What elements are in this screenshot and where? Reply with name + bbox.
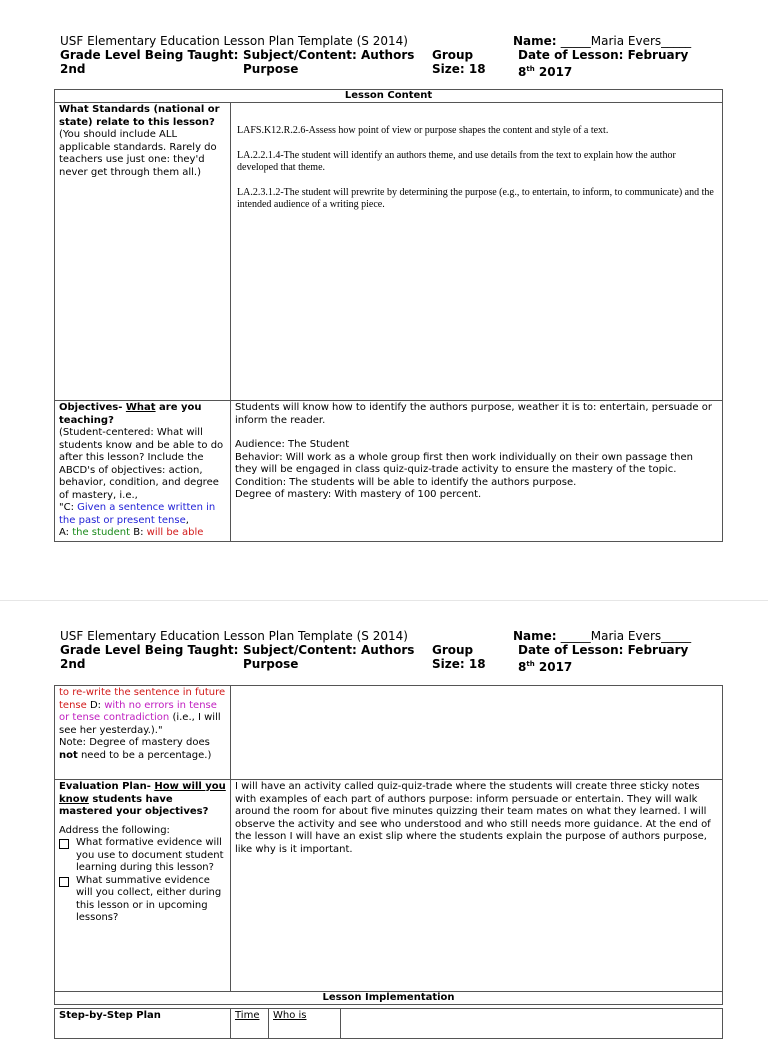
checkbox-icon xyxy=(59,839,69,849)
group-label: Group xyxy=(432,48,474,62)
objectives-answer xyxy=(231,401,723,542)
standard-item: LA.2.3.1.2-The student will prewrite by determining the purpose (e.g., to entertain, to inform, to communicate) and the intended audience of a writing piece. xyxy=(237,186,714,210)
group-label: Group xyxy=(432,643,474,657)
implementation-heading: Lesson Implementation xyxy=(55,992,723,1005)
subject-value: Purpose xyxy=(243,657,299,671)
objectives-continued: to re-write the sentence in future tense D: with no errors in tense or tense contradiction (i.e., I will see her yesterday.)." Note: Degree of mastery does not need to be a percentage.) xyxy=(55,686,231,780)
subject-label: Subject/Content: Authors xyxy=(243,48,415,62)
evaluation-prompt: Evaluation Plan- How will you know students have mastered your objectives? Address the following: What formative evidence will you use to document student learning during this lesson? What summative evidence will you collect, either during this lesson or in upcoming lessons? xyxy=(55,780,231,992)
evaluation-table xyxy=(54,685,723,1005)
objectives-audience: Audience: The Student xyxy=(235,439,350,450)
name-value: _____Maria Evers_____ xyxy=(560,629,692,643)
subject-label: Subject/Content: Authors xyxy=(243,643,415,657)
grade-label: Grade Level Being Taught: xyxy=(60,643,239,657)
date-label: Date of Lesson: February xyxy=(518,643,689,657)
objectives-degree: Degree of mastery: With mastery of 100 percent. xyxy=(235,489,482,500)
standards-list xyxy=(231,103,723,401)
step-by-step-label: Step-by-Step Plan xyxy=(55,1009,231,1039)
checklist-item: What formative evidence will you use to document student learning during this lesson? xyxy=(59,837,226,875)
group-size: Size: 18 xyxy=(432,657,486,671)
who-label: Who is xyxy=(269,1009,341,1039)
grade-value: 2nd xyxy=(60,62,86,76)
teacher-name xyxy=(513,629,691,643)
objectives-prompt: Objectives- What are you teaching? (Student-centered: What will students know and be able to do after this lesson? Include the ABCD's of objectives: action, behavior, condition, and degree of mastery, i.e., "C: Given a sentence written in the past or present tense, A: the student B: will be able xyxy=(55,401,231,542)
template-title: USF Elementary Education Lesson Plan Template (S 2014) xyxy=(60,629,408,643)
objectives-condition: Condition: The students will be able to identify the authors purpose. xyxy=(235,476,577,488)
name-value: _____Maria Evers_____ xyxy=(560,34,692,48)
condition-example: Given a sentence written in the past or present tense xyxy=(59,502,216,526)
group-size: Size: 18 xyxy=(432,62,486,76)
objectives-note: (Student-centered: What will students know and be able to do after this lesson? Include the ABCD's of objectives: action, behavior, condition, and degree of mastery, i.e., xyxy=(59,427,224,501)
objectives-label: Objectives- What are you teaching? xyxy=(59,402,202,426)
time-label: Time xyxy=(231,1009,269,1039)
name-label: Name: xyxy=(513,34,557,48)
objectives-behavior: Behavior: Will work as a whole group first then work individually on their own passage then they will be engaged in class quiz-quiz-trade activity to ensure the mastery of the topic. xyxy=(235,451,693,475)
standard-item: LAFS.K12.R.2.6-Assess how point of view or purpose shapes the content and style of a text. xyxy=(237,125,609,136)
audience-example: the student xyxy=(72,527,131,538)
lesson-content-table xyxy=(54,89,723,542)
evaluation-answer: I will have an activity called quiz-quiz-trade where the students will create three sticky notes with examples of each part of authors purpose: inform persuade or entertain. They will walk around the room for about five minutes quizzing their team mates on what they learned. I will observe the activity and see who understood and who still needs more guidance. At the end of the lesson I will have an exist slip where the students explain the purpose of authors purpose, like why is it important. xyxy=(231,780,723,992)
standards-prompt xyxy=(55,103,231,401)
teacher-name xyxy=(513,34,691,48)
objectives-intro: Students will know how to identify the authors purpose, weather it is to: entertain, persuade or inform the reader. xyxy=(235,402,712,426)
name-label: Name: xyxy=(513,629,557,643)
lesson-content-heading: Lesson Content xyxy=(55,90,723,103)
behavior-example: will be able xyxy=(146,527,204,538)
checklist-item: What summative evidence will you collect, either during this lesson or in upcoming lessons? xyxy=(59,875,226,925)
evaluation-label: Evaluation Plan- How will you know students have mastered your objectives? xyxy=(59,781,226,817)
date-value: 8th 2017 xyxy=(518,65,573,79)
checkbox-icon xyxy=(59,877,69,887)
subject-value: Purpose xyxy=(243,62,299,76)
standards-note: (You should include ALL applicable standards. Rarely do teachers use just one: they'd never get through them all.) xyxy=(59,129,217,178)
objectives-continued-answer xyxy=(231,686,723,780)
date-label: Date of Lesson: February xyxy=(518,48,689,62)
evaluation-checklist xyxy=(59,837,226,925)
grade-label: Grade Level Being Taught: xyxy=(60,48,239,62)
standards-label: What Standards (national or state) relate to this lesson? xyxy=(59,104,220,128)
template-title: USF Elementary Education Lesson Plan Template (S 2014) xyxy=(60,34,408,48)
date-value: 8th 2017 xyxy=(518,660,573,674)
standard-item: LA.2.2.1.4-The student will identify an authors theme, and use details from the text to explain how the author developed that theme. xyxy=(237,149,676,173)
grade-value: 2nd xyxy=(60,657,86,671)
page-2 xyxy=(0,600,768,1025)
